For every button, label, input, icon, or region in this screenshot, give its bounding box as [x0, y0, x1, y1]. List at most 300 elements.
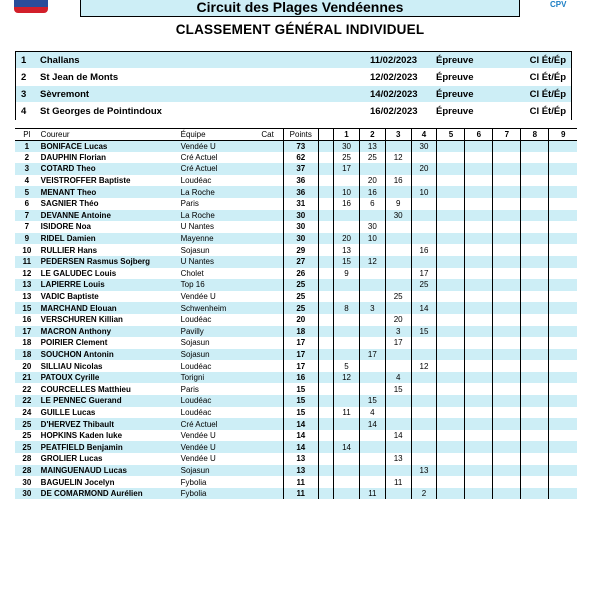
table-row [15, 441, 577, 453]
cell-race-points: 6 [359, 198, 385, 210]
cell-race-points [359, 314, 385, 326]
cell-spacer [319, 244, 334, 256]
cell-team: Cholet [180, 268, 204, 278]
event-place: Challans [40, 54, 80, 66]
cell-points: 31 [283, 198, 319, 210]
cell-race-points [549, 268, 577, 280]
cell-race-points: 9 [334, 268, 360, 280]
cell-race-points [465, 186, 493, 198]
table-row [15, 302, 577, 314]
cell-race-points [549, 488, 577, 500]
cell-race-points [385, 186, 411, 198]
cell-race-points [521, 175, 549, 187]
cell-rider: COURCELLES Matthieu [40, 384, 131, 394]
table-row [15, 152, 577, 164]
cell-team: U Nantes [179, 256, 260, 268]
cell-race-points: 16 [334, 198, 360, 210]
cell-rider: D'HERVEZ Thibault [39, 418, 179, 430]
table-row [15, 233, 577, 245]
cell-race-points [521, 430, 549, 442]
event-type: Épreuve [436, 88, 474, 100]
cell-race-points [493, 372, 521, 384]
table-row [15, 140, 577, 152]
cell-category [259, 476, 283, 488]
cell-category [259, 430, 283, 442]
cell-rider: LE GALUDEC Louis [40, 268, 117, 278]
cell-spacer [319, 488, 334, 500]
cell-category [259, 279, 283, 291]
cell-race-points [493, 453, 521, 465]
cell-race-points [334, 279, 360, 291]
cell-race-points: 16 [411, 244, 437, 256]
cell-race-points [549, 291, 577, 303]
cell-category [259, 453, 283, 465]
cell-race-points [385, 418, 411, 430]
cell-points: 15 [283, 407, 319, 419]
cell-points: 30 [283, 233, 319, 245]
cell-race-points [334, 221, 360, 233]
cell-team: Loudéac [180, 361, 212, 371]
event-place: St Georges de Pointindoux [40, 105, 162, 117]
cell-race-points: 13 [334, 244, 360, 256]
cell-race-points [549, 383, 577, 395]
cell-race-points [385, 140, 411, 152]
cell-category [259, 256, 283, 268]
cell-category [259, 326, 283, 338]
cell-spacer [319, 163, 334, 175]
cell-race-points [465, 465, 493, 477]
cell-race-points [521, 198, 549, 210]
table-row [15, 279, 577, 291]
cell-category [259, 302, 283, 314]
cell-race-points [521, 476, 549, 488]
table-row [15, 337, 577, 349]
ranking-table [15, 128, 577, 499]
cell-race-points [493, 163, 521, 175]
header-race: 5 [437, 129, 465, 141]
cell-race-points [359, 453, 385, 465]
header-race: 2 [359, 129, 385, 141]
cell-category [259, 152, 283, 164]
table-row [15, 465, 577, 477]
cell-spacer [319, 383, 334, 395]
cell-team: Paris [180, 199, 199, 209]
cell-race-points [549, 175, 577, 187]
cell-rank: 25 [15, 418, 39, 430]
cell-race-points: 5 [334, 360, 360, 372]
cell-race-points [411, 372, 437, 384]
cell-rider: RIDEL Damien [39, 233, 179, 245]
cell-rank: 3 [15, 163, 39, 175]
cell-race-points [385, 488, 411, 500]
cell-points: 25 [283, 302, 319, 314]
cell-team: Cré Actuel [179, 163, 260, 175]
cell-race-points [465, 407, 493, 419]
cell-race-points [521, 337, 549, 349]
cell-race-points [359, 360, 385, 372]
cell-race-points: 17 [334, 163, 360, 175]
cell-race-points [549, 360, 577, 372]
table-row [15, 395, 577, 407]
event-number: 3 [21, 88, 27, 100]
cell-race-points [334, 453, 360, 465]
events-list [15, 51, 572, 120]
cell-race-points [493, 233, 521, 245]
cell-race-points [359, 291, 385, 303]
cell-race-points [493, 326, 521, 338]
cell-points: 62 [283, 152, 319, 164]
cell-race-points [549, 210, 577, 222]
cell-spacer [319, 279, 334, 291]
cell-race-points [334, 349, 360, 361]
cell-category [259, 337, 283, 349]
cell-race-points [549, 349, 577, 361]
cell-rider: PATOUX Cyrille [39, 372, 179, 384]
federation-logo [14, 0, 48, 13]
cell-team: Top 16 [179, 279, 260, 291]
cell-race-points [465, 163, 493, 175]
cell-race-points: 10 [334, 186, 360, 198]
cell-race-points [437, 488, 465, 500]
cell-team: Mayenne [179, 233, 260, 245]
cell-points: 73 [283, 140, 319, 152]
cell-race-points [334, 488, 360, 500]
cell-spacer [319, 233, 334, 245]
cell-points: 13 [283, 465, 319, 477]
cell-race-points [493, 314, 521, 326]
cell-race-points [437, 291, 465, 303]
table-row [15, 430, 577, 442]
cell-rank: 17 [15, 326, 39, 338]
cell-race-points [465, 372, 493, 384]
cell-rider: ISIDORE Noa [40, 222, 91, 232]
cell-race-points: 25 [334, 152, 360, 164]
cell-race-points [385, 395, 411, 407]
cell-rank: 25 [22, 431, 32, 441]
cell-points: 16 [283, 372, 319, 384]
cell-team: Cré Actuel [179, 418, 260, 430]
cell-race-points: 12 [385, 152, 411, 164]
cell-points: 18 [283, 326, 319, 338]
table-header-row [15, 129, 577, 141]
cell-race-points [493, 430, 521, 442]
cell-category [259, 163, 283, 175]
cell-race-points [493, 291, 521, 303]
cell-race-points [437, 198, 465, 210]
event-type: Épreuve [436, 105, 474, 117]
cell-race-points [521, 279, 549, 291]
table-row [15, 268, 577, 280]
organizer-logo-text: CPV [550, 0, 567, 9]
cell-rank: 22 [15, 395, 39, 407]
cell-race-points [437, 441, 465, 453]
event-row [16, 69, 571, 86]
cell-race-points [385, 244, 411, 256]
cell-points: 14 [283, 441, 319, 453]
cell-race-points [549, 140, 577, 152]
table-row [15, 383, 577, 395]
table-row [15, 314, 577, 326]
cell-race-points [437, 349, 465, 361]
cell-race-points [521, 465, 549, 477]
header-team: Équipe [179, 129, 260, 141]
table-row [15, 372, 577, 384]
cell-race-points [493, 349, 521, 361]
cell-race-points [411, 221, 437, 233]
cell-points: 17 [283, 349, 319, 361]
cell-rider: LE PENNEC Guerand [39, 395, 179, 407]
cell-race-points: 4 [385, 372, 411, 384]
cell-race-points: 30 [411, 140, 437, 152]
cell-team: Cré Actuel [180, 152, 218, 162]
cell-race-points [521, 186, 549, 198]
cell-rank: 15 [15, 302, 39, 314]
cell-race-points [359, 337, 385, 349]
cell-race-points: 16 [359, 186, 385, 198]
header-race: 4 [411, 129, 437, 141]
cell-race-points [411, 407, 437, 419]
cell-rider: POIRIER Clement [40, 338, 108, 348]
cell-rank: 13 [15, 279, 39, 291]
cell-race-points [493, 221, 521, 233]
cell-race-points [549, 244, 577, 256]
cell-race-points [493, 244, 521, 256]
event-number: 2 [21, 71, 27, 83]
cell-race-points [493, 383, 521, 395]
cell-race-points [385, 221, 411, 233]
cell-race-points [493, 198, 521, 210]
event-type: Épreuve [436, 71, 474, 83]
event-category: Cl Ét/Ép [529, 54, 566, 66]
event-category: Cl Ét/Ép [529, 71, 566, 83]
table-row [15, 349, 577, 361]
cell-race-points [521, 360, 549, 372]
cell-rider: SAGNIER Théo [40, 199, 99, 209]
cell-race-points [385, 256, 411, 268]
cell-team: U Nantes [180, 222, 214, 232]
ranking-table-body [15, 140, 577, 499]
cell-rank: 20 [22, 361, 32, 371]
cell-spacer [319, 476, 334, 488]
event-row [16, 103, 571, 120]
cell-race-points [465, 360, 493, 372]
cell-race-points [334, 465, 360, 477]
cell-race-points [359, 268, 385, 280]
cell-race-points [334, 326, 360, 338]
cell-race-points [437, 476, 465, 488]
cell-race-points [465, 337, 493, 349]
table-row [15, 453, 577, 465]
cell-race-points [385, 441, 411, 453]
table-row [15, 244, 577, 256]
header-race: 3 [385, 129, 411, 141]
cell-race-points [521, 326, 549, 338]
cell-race-points: 17 [385, 337, 411, 349]
cell-rider: MACRON Anthony [39, 326, 179, 338]
cell-points: 17 [283, 360, 319, 372]
cell-rank: 16 [22, 315, 32, 325]
cell-team: Sojasun [180, 245, 210, 255]
cell-rank: 2 [24, 152, 30, 162]
cell-race-points [493, 175, 521, 187]
cell-race-points [411, 152, 437, 164]
cell-team: Loudéac [180, 176, 212, 186]
event-date: 11/02/2023 [370, 54, 418, 66]
cell-spacer [319, 430, 334, 442]
cell-rank: 18 [15, 349, 39, 361]
cell-team: Vendée U [179, 140, 260, 152]
cell-race-points [359, 210, 385, 222]
cell-rider: DAUPHIN Florian [40, 152, 107, 162]
cell-race-points: 20 [334, 233, 360, 245]
cell-spacer [319, 314, 334, 326]
table-row [15, 175, 577, 187]
cell-points: 17 [283, 337, 319, 349]
cell-points: 37 [283, 163, 319, 175]
cell-race-points [465, 175, 493, 187]
table-row [15, 326, 577, 338]
cell-spacer [319, 256, 334, 268]
cell-race-points [465, 314, 493, 326]
cell-category [259, 140, 283, 152]
cell-race-points [385, 233, 411, 245]
cell-race-points: 25 [411, 279, 437, 291]
cell-race-points [465, 210, 493, 222]
cell-race-points [549, 441, 577, 453]
cell-race-points: 20 [385, 314, 411, 326]
header-spacer [319, 129, 334, 141]
cell-rank: 7 [15, 210, 39, 222]
cell-race-points [437, 337, 465, 349]
cell-race-points [521, 418, 549, 430]
cell-rider: VERSCHUREN Killian [40, 315, 123, 325]
cell-spacer [319, 291, 334, 303]
event-date: 12/02/2023 [370, 71, 418, 83]
cell-category [259, 210, 283, 222]
cell-team: Schwenheim [179, 302, 260, 314]
cell-race-points: 14 [385, 430, 411, 442]
table-row [15, 407, 577, 419]
cell-race-points [465, 244, 493, 256]
cell-race-points [493, 337, 521, 349]
cell-race-points: 14 [359, 418, 385, 430]
cell-category [259, 441, 283, 453]
cell-race-points [465, 221, 493, 233]
cell-race-points [493, 441, 521, 453]
cell-race-points [437, 175, 465, 187]
cell-race-points [493, 418, 521, 430]
table-row [15, 476, 577, 488]
cell-race-points: 13 [411, 465, 437, 477]
cell-race-points: 11 [334, 407, 360, 419]
cell-race-points [411, 256, 437, 268]
cell-rank: 30 [15, 488, 39, 500]
cell-points: 11 [283, 488, 319, 500]
cell-rank: 13 [22, 292, 32, 302]
cell-race-points [334, 383, 360, 395]
cell-race-points [359, 279, 385, 291]
cell-race-points [437, 186, 465, 198]
cell-race-points [359, 476, 385, 488]
cell-points: 13 [283, 453, 319, 465]
cell-spacer [319, 268, 334, 280]
cell-category [259, 407, 283, 419]
cell-race-points [385, 360, 411, 372]
cell-race-points [521, 349, 549, 361]
cell-race-points [493, 279, 521, 291]
cell-spacer [319, 140, 334, 152]
cell-race-points: 14 [411, 302, 437, 314]
cell-race-points [334, 291, 360, 303]
cell-race-points [437, 302, 465, 314]
table-row [15, 256, 577, 268]
cell-points: 36 [283, 175, 319, 187]
cell-race-points [334, 175, 360, 187]
cell-team: Vendée U [180, 454, 216, 464]
cell-race-points [465, 476, 493, 488]
cell-race-points [411, 233, 437, 245]
cell-race-points [521, 314, 549, 326]
cell-race-points [334, 418, 360, 430]
cell-race-points [521, 221, 549, 233]
cell-team: Torigni [179, 372, 260, 384]
cell-race-points [465, 268, 493, 280]
table-row [15, 418, 577, 430]
cell-team: Pavilly [179, 326, 260, 338]
cell-race-points: 12 [334, 372, 360, 384]
cell-race-points [437, 372, 465, 384]
cell-race-points: 8 [334, 302, 360, 314]
cell-team: Sojasun [179, 349, 260, 361]
cell-race-points [549, 186, 577, 198]
cell-points: 30 [283, 210, 319, 222]
cell-race-points [549, 233, 577, 245]
cell-category [259, 383, 283, 395]
cell-team: Paris [180, 384, 199, 394]
cell-race-points: 4 [359, 407, 385, 419]
cell-race-points [437, 453, 465, 465]
cell-points: 15 [283, 395, 319, 407]
event-place: St Jean de Monts [40, 71, 119, 83]
cell-race-points [549, 395, 577, 407]
cell-race-points [521, 163, 549, 175]
cell-race-points: 30 [385, 210, 411, 222]
cell-rider: DE COMARMOND Aurélien [39, 488, 179, 500]
cell-category [259, 349, 283, 361]
cell-race-points [437, 383, 465, 395]
cell-race-points [411, 337, 437, 349]
cell-race-points [521, 152, 549, 164]
cell-race-points: 13 [359, 140, 385, 152]
cell-race-points [521, 256, 549, 268]
cell-race-points [465, 418, 493, 430]
cell-race-points [549, 465, 577, 477]
cell-race-points [521, 140, 549, 152]
cell-category [259, 175, 283, 187]
cell-category [259, 198, 283, 210]
cell-rider: HOPKINS Kaden luke [40, 431, 123, 441]
cell-race-points: 15 [385, 383, 411, 395]
cell-race-points [437, 360, 465, 372]
event-row [16, 52, 571, 69]
cell-race-points: 11 [359, 488, 385, 500]
cell-rank: 25 [15, 441, 39, 453]
cell-race-points [411, 175, 437, 187]
cell-race-points [359, 244, 385, 256]
cell-race-points [437, 314, 465, 326]
cell-points: 25 [283, 279, 319, 291]
cell-category [259, 186, 283, 198]
